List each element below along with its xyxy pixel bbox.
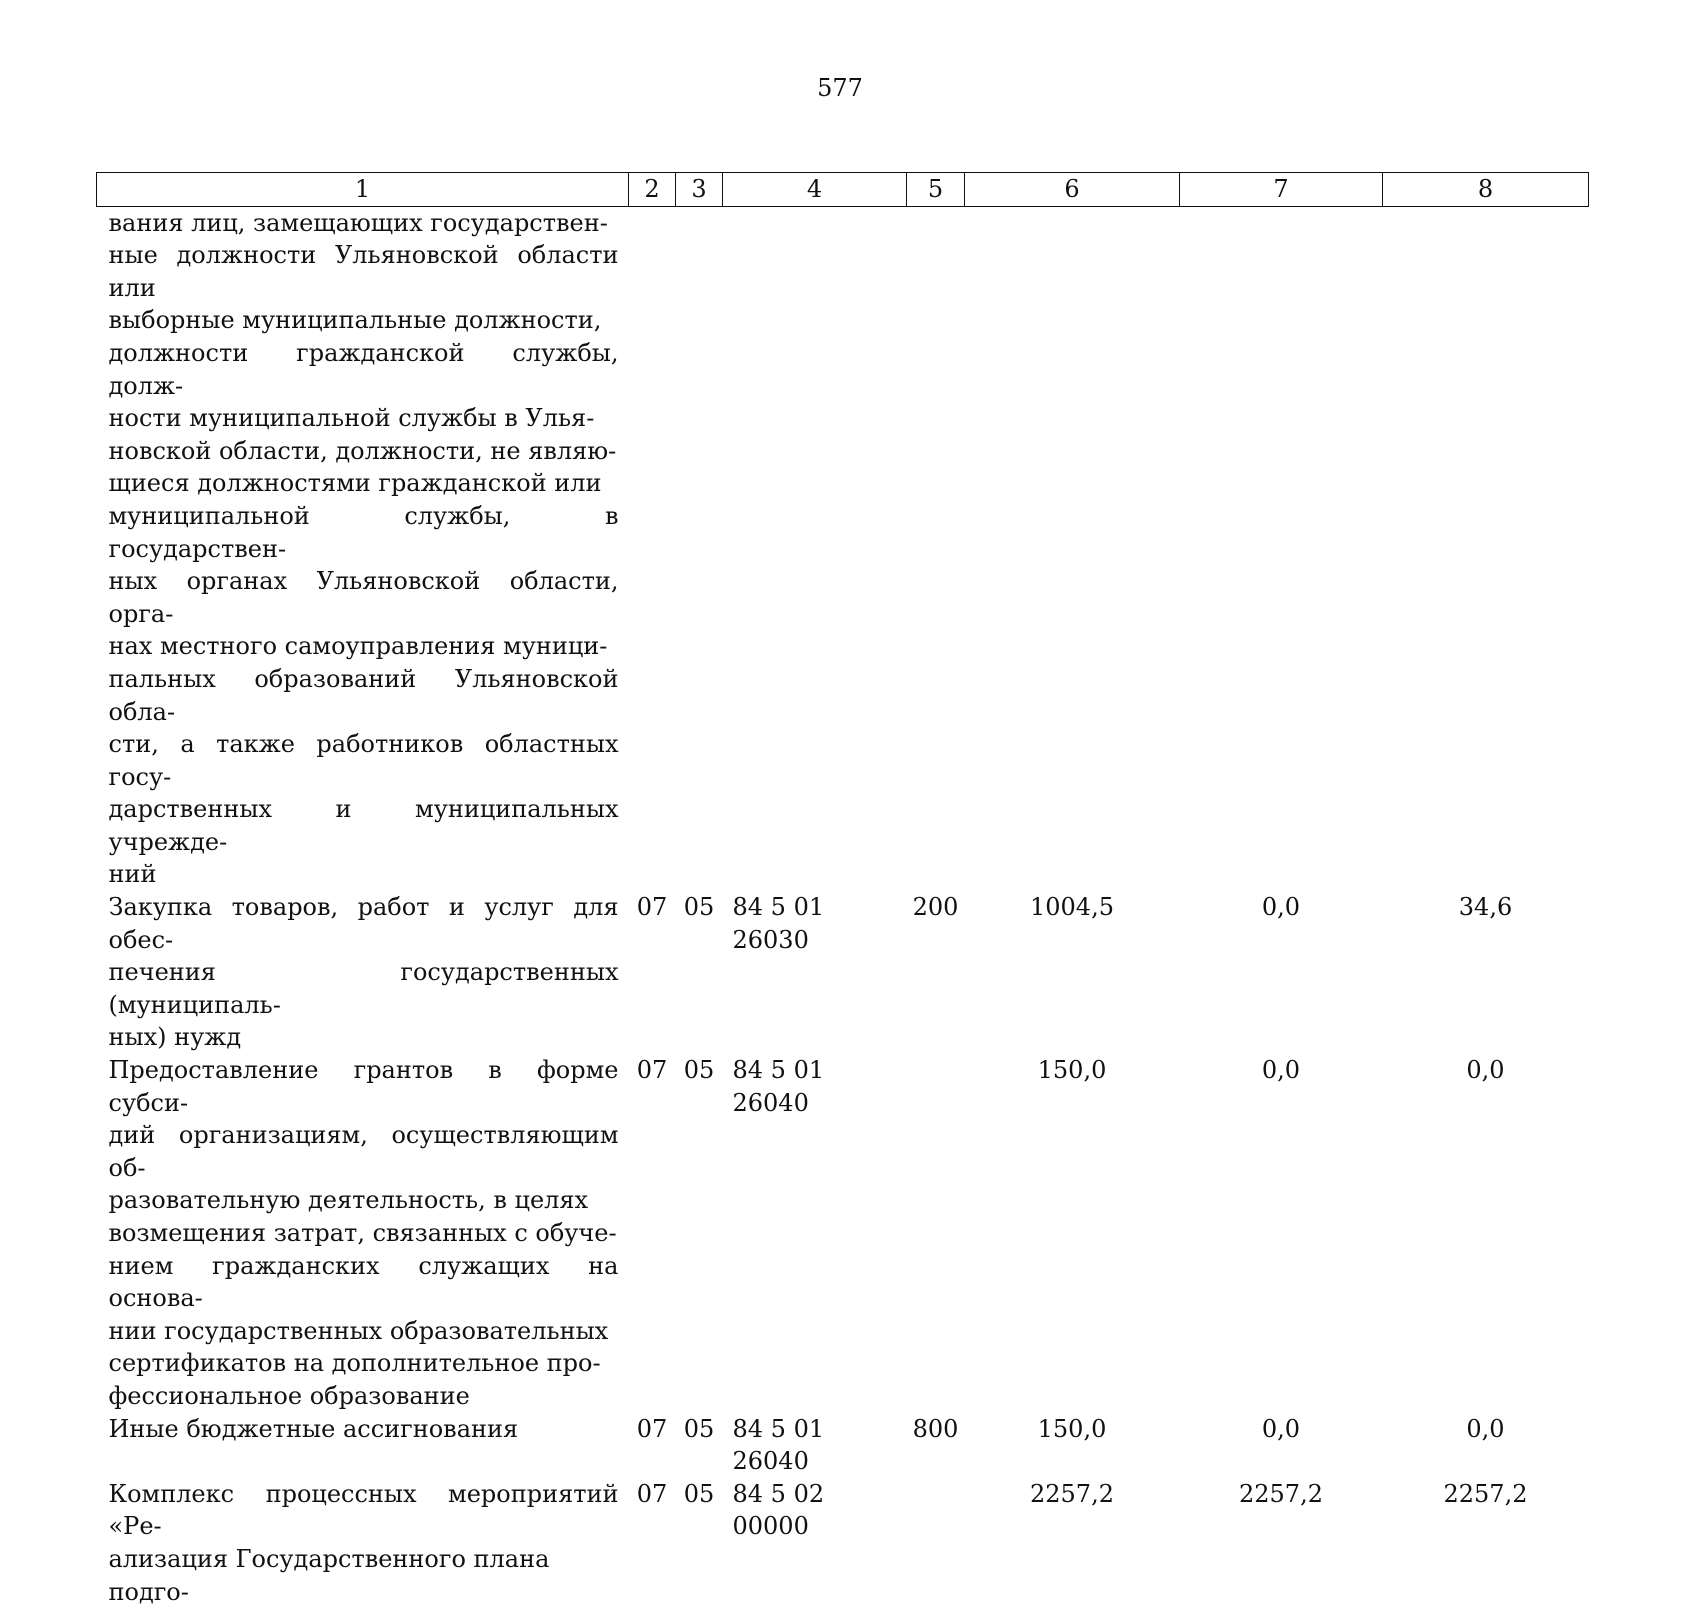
amount-col7 xyxy=(1180,206,1383,891)
description-line: вания лиц, замещающих государствен- xyxy=(108,208,608,237)
description-line: новской области, должности, не являю- xyxy=(108,436,617,465)
description-line: возмещения затрат, связанных с обуче- xyxy=(108,1219,617,1247)
description-line: Иные бюджетные ассигнования xyxy=(108,1414,519,1443)
table-body xyxy=(97,206,1589,1608)
column-header-8: 8 xyxy=(1383,173,1589,207)
amount-col8: 0,0 xyxy=(1466,1414,1505,1443)
expense-type-code xyxy=(907,206,965,891)
amount-col6: 2257,2 xyxy=(1030,1479,1114,1508)
target-article-code: 84 5 01 26040 xyxy=(732,1414,825,1476)
description-line: Закупка товаров, работ и услуг для обес- xyxy=(108,893,619,954)
section-code xyxy=(629,206,676,891)
amount-col8: 2257,2 xyxy=(1443,1479,1528,1508)
column-header-2: 2 xyxy=(629,173,676,207)
amount-col6: 150,0 xyxy=(1037,1414,1107,1443)
description-line: разовательную деятельность, в целях xyxy=(108,1186,589,1215)
amount-col8: 34,6 xyxy=(1458,893,1513,922)
description-line: сти, а также работников областных госу- xyxy=(108,730,619,791)
subsection-code: 05 xyxy=(683,1414,715,1443)
description-line: ных) нужд xyxy=(108,1023,242,1052)
target-article-code: 84 5 01 26030 xyxy=(732,893,825,954)
description-line: пальных образований Ульяновской обла- xyxy=(108,664,619,726)
description-line: выборные муниципальные должности, xyxy=(108,306,602,335)
description-line: печения государственных (муниципаль- xyxy=(108,958,619,1019)
expense-type-code xyxy=(907,1478,965,1608)
row-description xyxy=(97,891,629,1054)
description-line: ний xyxy=(108,860,157,889)
column-header-6: 6 xyxy=(965,173,1180,207)
row-description xyxy=(97,206,629,891)
description-line: фессиональное образование xyxy=(108,1381,470,1410)
row-description xyxy=(97,1413,629,1478)
table-row xyxy=(97,891,1589,1054)
description-line: должности гражданской службы, долж- xyxy=(108,338,619,400)
section-code: 07 xyxy=(636,1056,668,1085)
table-row xyxy=(97,1478,1589,1608)
description-line: дарственных и муниципальных учрежде- xyxy=(108,795,619,856)
description-line: ных органах Ульяновской области, орга- xyxy=(108,567,619,628)
section-code: 07 xyxy=(636,893,668,922)
subsection-code xyxy=(676,206,723,891)
amount-col6 xyxy=(965,206,1180,891)
target-article-code xyxy=(723,206,907,891)
target-article-code: 84 5 01 26040 xyxy=(732,1056,825,1117)
amount-col6: 150,0 xyxy=(1037,1056,1107,1085)
page-number: 577 xyxy=(817,74,863,102)
expense-type-code: 800 xyxy=(912,1414,959,1443)
row-description xyxy=(97,1054,629,1413)
amount-col7: 0,0 xyxy=(1261,1414,1301,1443)
column-header-4: 4 xyxy=(723,173,907,207)
description-line: ализация Государственного плана подго- xyxy=(108,1544,550,1606)
amount-col6: 1004,5 xyxy=(1030,893,1114,922)
amount-col8: 0,0 xyxy=(1466,1056,1505,1085)
amount-col8 xyxy=(1383,206,1589,891)
column-header-5: 5 xyxy=(907,173,965,207)
expense-type-code: 200 xyxy=(912,893,959,922)
subsection-code: 05 xyxy=(683,1479,715,1508)
row-description xyxy=(97,1478,629,1608)
subsection-code: 05 xyxy=(683,1056,715,1085)
amount-col7: 2257,2 xyxy=(1239,1479,1323,1508)
description-line: нах местного самоуправления муници- xyxy=(108,632,608,661)
column-header-1: 1 xyxy=(97,173,629,207)
expense-type-code xyxy=(907,1054,965,1413)
description-line: Комплекс процессных мероприятий «Ре- xyxy=(108,1479,619,1541)
amount-col7: 0,0 xyxy=(1261,1056,1301,1085)
description-line: дий организациям, осуществляющим об- xyxy=(108,1121,619,1182)
column-header-3: 3 xyxy=(676,173,723,207)
section-code: 07 xyxy=(636,1479,668,1508)
description-line: ные должности Ульяновской области или xyxy=(108,241,619,302)
column-header-7: 7 xyxy=(1180,173,1383,207)
description-line: ности муниципальной службы в Улья- xyxy=(108,404,595,433)
table-row xyxy=(97,1054,1589,1413)
header-row xyxy=(97,173,1589,207)
description-line: сертификатов на дополнительное про- xyxy=(108,1349,601,1378)
description-line: муниципальной службы, в государствен- xyxy=(108,501,619,563)
subsection-code: 05 xyxy=(683,893,715,922)
section-code: 07 xyxy=(636,1414,668,1443)
target-article-code: 84 5 02 00000 xyxy=(732,1479,825,1541)
table-row xyxy=(97,1413,1589,1478)
budget-table xyxy=(96,172,1589,1608)
description-line: Предоставление грантов в форме субси- xyxy=(108,1056,619,1117)
description-line: нием гражданских служащих на основа- xyxy=(108,1251,619,1313)
description-line: щиеся должностями гражданской или xyxy=(108,469,602,498)
table-row xyxy=(97,206,1589,891)
description-line: нии государственных образовательных xyxy=(108,1316,609,1345)
amount-col7: 0,0 xyxy=(1261,893,1301,922)
